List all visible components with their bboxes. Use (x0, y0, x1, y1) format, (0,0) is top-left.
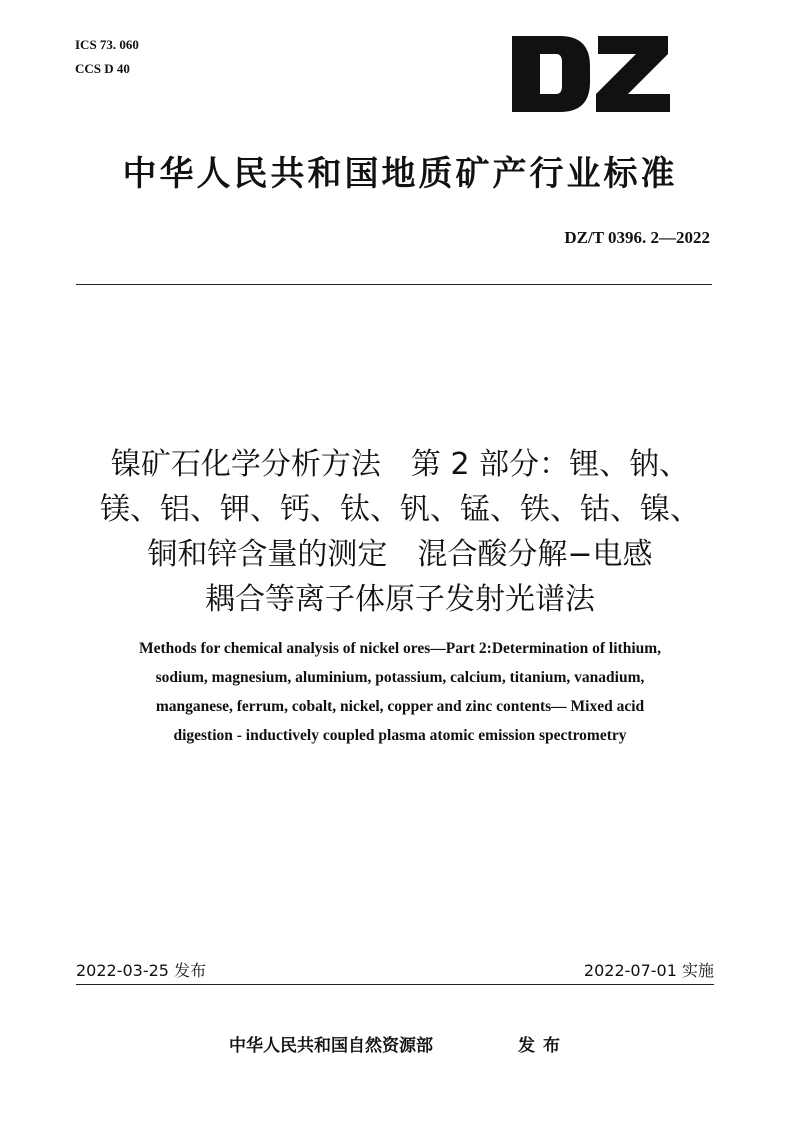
standard-category-title: 中华人民共和国地质矿产行业标准 (122, 154, 678, 194)
title-cn-line-1: 镍矿石化学分析方法 第 2 部分：锂、钠、 (110, 447, 690, 482)
header-divider (76, 284, 712, 285)
dz-logo (512, 36, 670, 112)
document-title-english (40, 634, 760, 750)
title-en-line-2: sodium, magnesium, aluminium, potassium, calcium, titanium, vanadium, (155, 669, 645, 686)
ccs-code: CCS D 40 (75, 61, 130, 76)
title-cn-line-3: 铜和锌含量的测定 混合酸分解−电感 (147, 537, 653, 572)
title-cn-line-2: 镁、铝、钾、钙、钛、钒、锰、铁、钴、镍、 (100, 492, 700, 527)
publish-label: 发布 (518, 1036, 568, 1056)
ics-code: ICS 73. 060 (75, 37, 139, 52)
logo-letter-z (596, 36, 670, 112)
footer-divider (76, 984, 714, 985)
title-cn-line-4: 耦合等离子体原子发射光谱法 (205, 582, 595, 617)
logo-letter-d (512, 36, 590, 112)
implementation-date: 2022-07-01 实施 (583, 961, 714, 980)
title-en-line-4: digestion - inductively coupled plasma atomic emission spectrometry (173, 727, 627, 744)
document-title-chinese (40, 442, 760, 622)
publisher-name: 中华人民共和国自然资源部 (229, 1036, 433, 1056)
title-en-line-3: manganese, ferrum, cobalt, nickel, copper and zinc contents— Mixed acid (155, 698, 645, 715)
classification-codes (75, 33, 139, 81)
standard-number: DZ/T 0396. 2—2022 (564, 228, 710, 247)
title-en-line-1: Methods for chemical analysis of nickel ores—Part 2:Determination of lithium, (138, 640, 662, 657)
issue-date: 2022-03-25 发布 (76, 961, 207, 980)
